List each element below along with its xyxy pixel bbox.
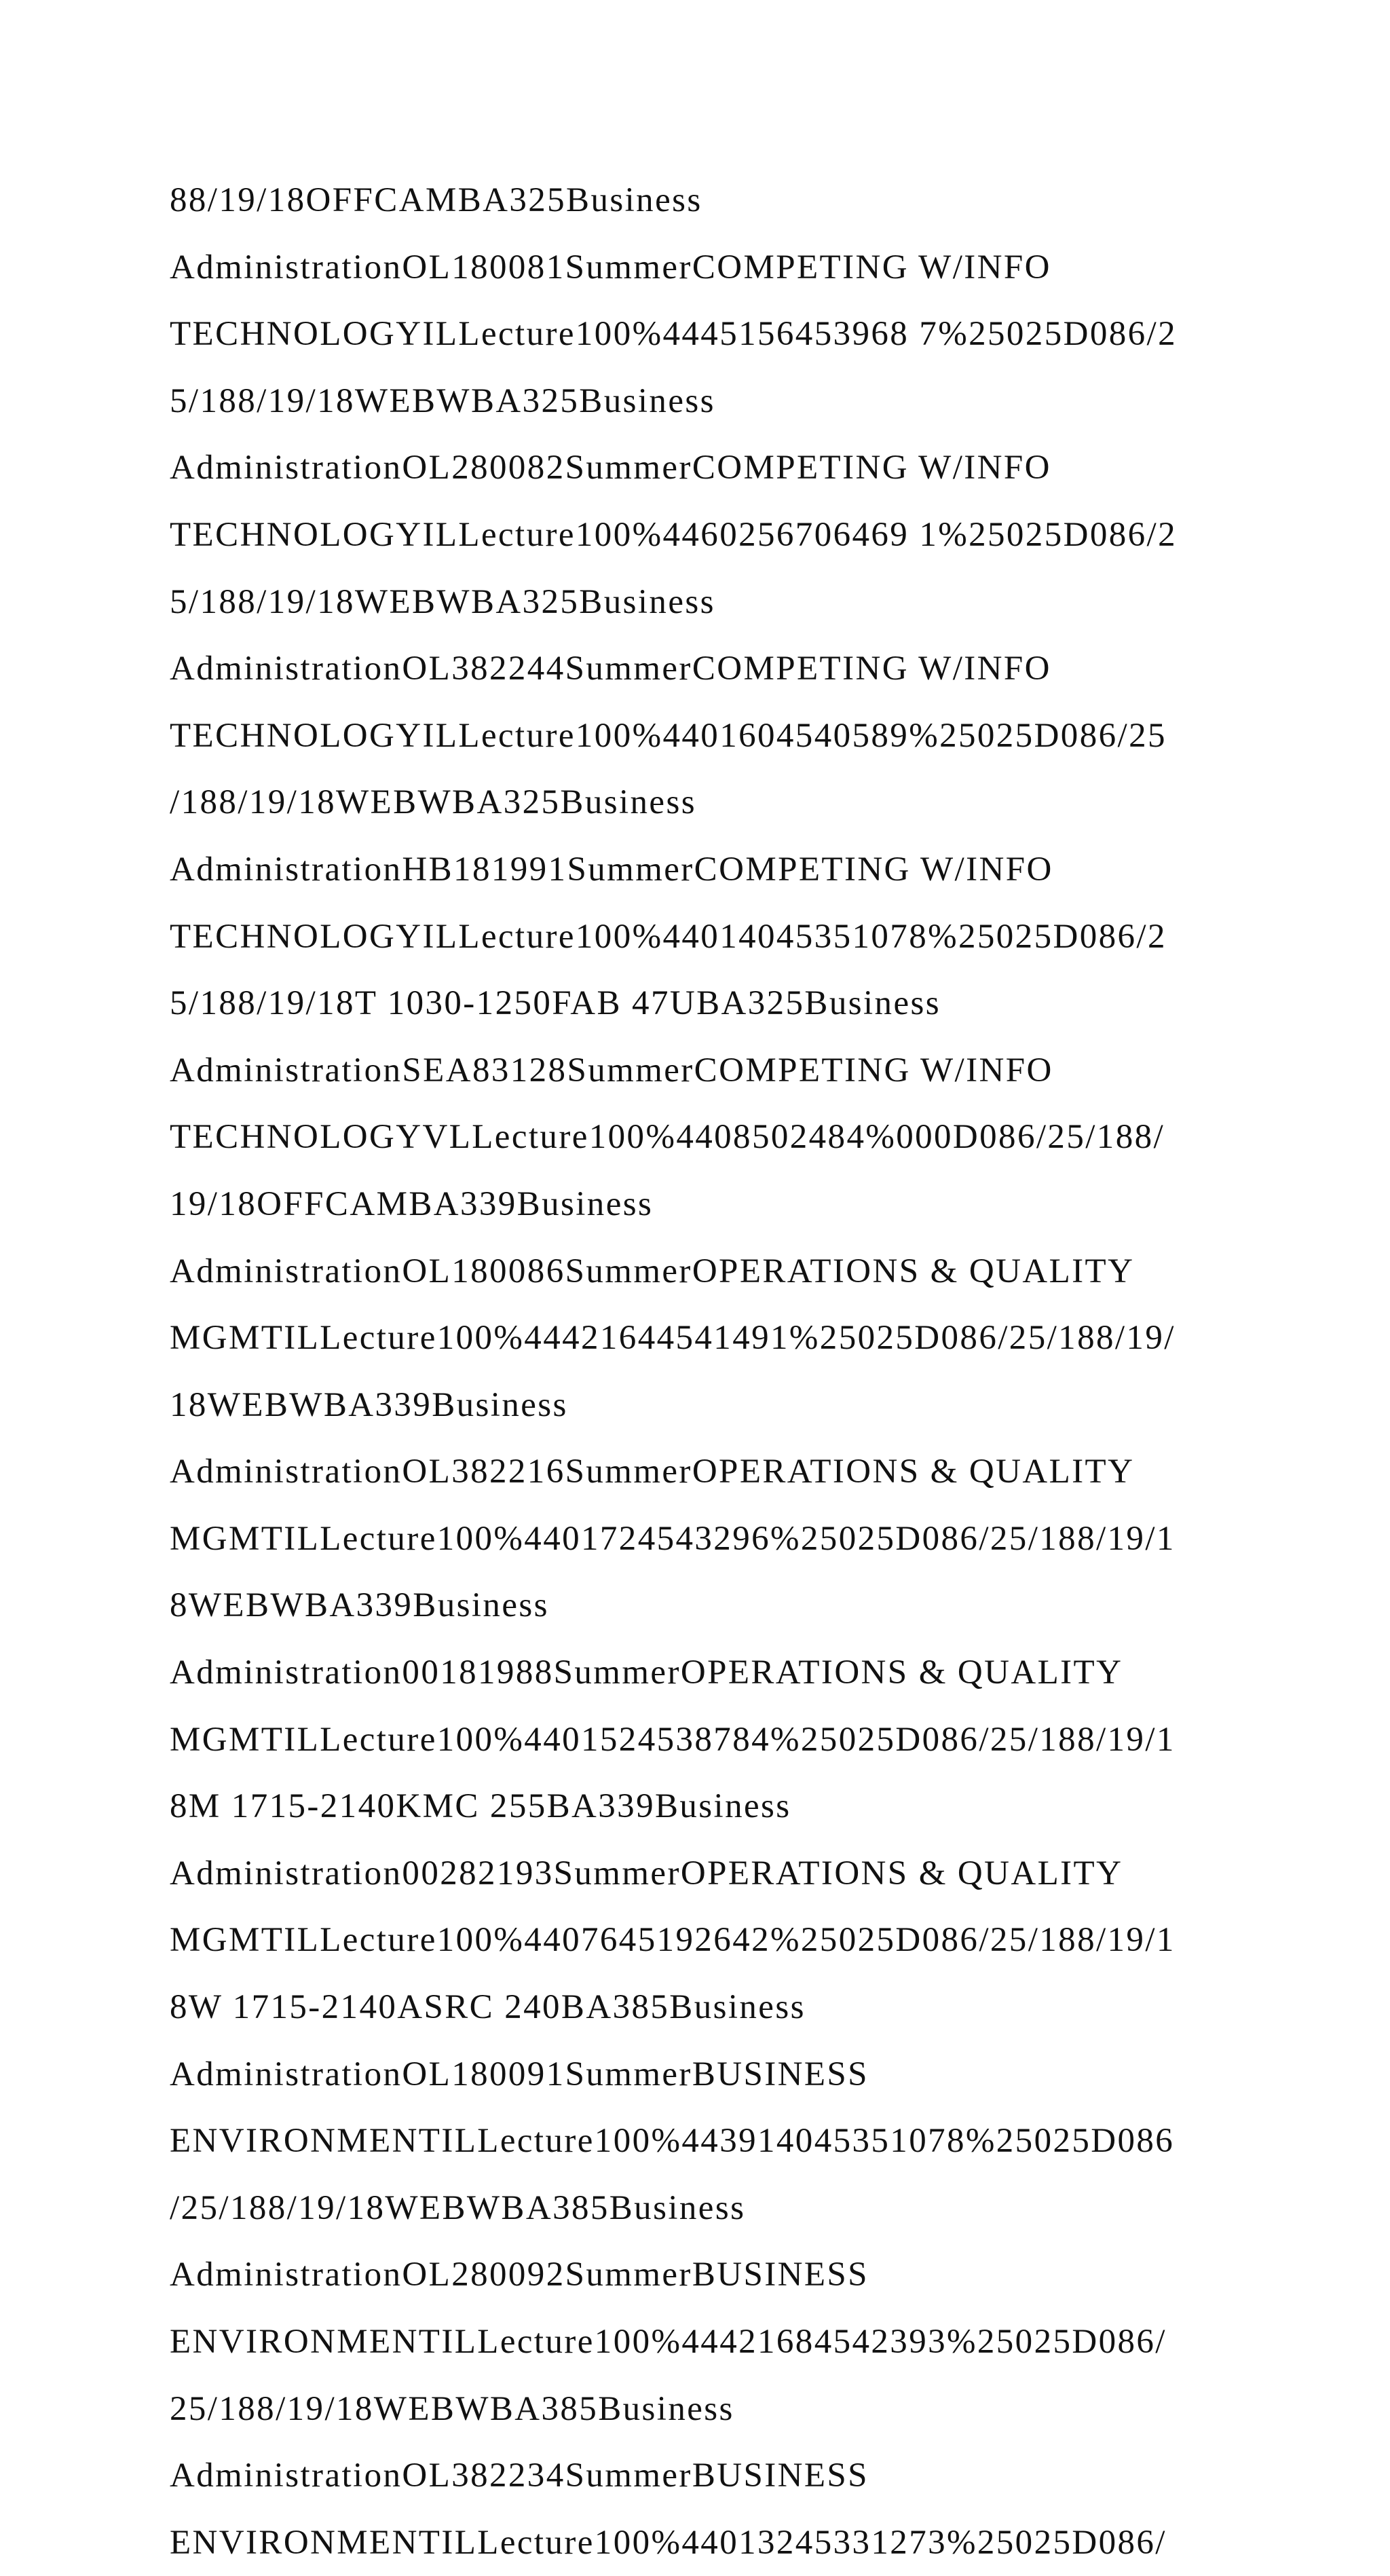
text-line: ENVIRONMENTILLecture100%443914045351078%25025D086	[170, 2122, 1175, 2161]
text-line: 18WEBWBA339Business	[170, 1385, 568, 1424]
text-line: Administration00282193SummerOPERATIONS & QUALITY	[170, 1854, 1123, 1892]
text-line: AdministrationHB181991SummerCOMPETING W/INFO	[170, 850, 1053, 889]
text-line: 5/188/19/18T 1030-1250FAB 47UBA325Business	[170, 984, 941, 1023]
text-line: 8W 1715-2140ASRC 240BA385Business	[170, 1988, 806, 2027]
text-line: AdministrationOL280092SummerBUSINESS	[170, 2256, 869, 2294]
text-line: AdministrationOL382234SummerBUSINESS	[170, 2457, 869, 2495]
text-line: 88/19/18OFFCAMBA325Business	[170, 181, 702, 219]
text-line: TECHNOLOGYILLecture100%4401604540589%25025D086/25	[170, 716, 1167, 755]
text-line: TECHNOLOGYILLecture100%4460256706469 1%25025D086/2	[170, 515, 1178, 554]
text-line: AdministrationOL180086SummerOPERATIONS & QUALITY	[170, 1252, 1135, 1290]
text-line: MGMTILLecture100%4401524538784%25025D086/25/188/19/1	[170, 1720, 1176, 1759]
text-line: MGMTILLecture100%4401724543296%25025D086/25/188/19/1	[170, 1519, 1176, 1558]
text-line: ENVIRONMENTILLecture100%44013245331273%25025D086/	[170, 2523, 1167, 2562]
text-line: 5/188/19/18WEBWBA325Business	[170, 582, 715, 621]
text-line: TECHNOLOGYILLecture100%4445156453968 7%25025D086/2	[170, 315, 1178, 354]
text-line: 8M 1715-2140KMC 255BA339Business	[170, 1787, 791, 1826]
text-line: AdministrationOL382216SummerOPERATIONS & QUALITY	[170, 1453, 1135, 1491]
document-text-block	[170, 167, 1256, 2576]
text-line: 19/18OFFCAMBA339Business	[170, 1184, 654, 1223]
text-line: MGMTILLecture100%4407645192642%25025D086/25/188/19/1	[170, 1921, 1176, 1960]
text-line: 25/188/19/18WEBWBA385Business	[170, 2389, 734, 2428]
text-line: TECHNOLOGYILLecture100%44014045351078%25025D086/2	[170, 917, 1167, 956]
text-line: Administration00181988SummerOPERATIONS & QUALITY	[170, 1654, 1123, 1692]
text-line: AdministrationOL382244SummerCOMPETING W/INFO	[170, 650, 1051, 688]
text-line: AdministrationOL180081SummerCOMPETING W/INFO	[170, 248, 1051, 286]
text-line: ENVIRONMENTILLecture100%44421684542393%25025D086/	[170, 2323, 1167, 2361]
text-line: 5/188/19/18WEBWBA325Business	[170, 381, 715, 420]
text-line: MGMTILLecture100%44421644541491%25025D086/25/188/19/	[170, 1319, 1176, 1358]
text-line: TECHNOLOGYVLLecture100%4408502484%000D086/25/188/	[170, 1118, 1165, 1157]
text-line: 8WEBWBA339Business	[170, 1586, 549, 1625]
text-line: AdministrationSEA83128SummerCOMPETING W/INFO	[170, 1051, 1053, 1089]
text-line: /188/19/18WEBWBA325Business	[170, 783, 696, 822]
text-line: AdministrationOL280082SummerCOMPETING W/INFO	[170, 449, 1051, 487]
text-line: AdministrationOL180091SummerBUSINESS	[170, 2055, 869, 2093]
text-line: /25/188/19/18WEBWBA385Business	[170, 2188, 746, 2227]
